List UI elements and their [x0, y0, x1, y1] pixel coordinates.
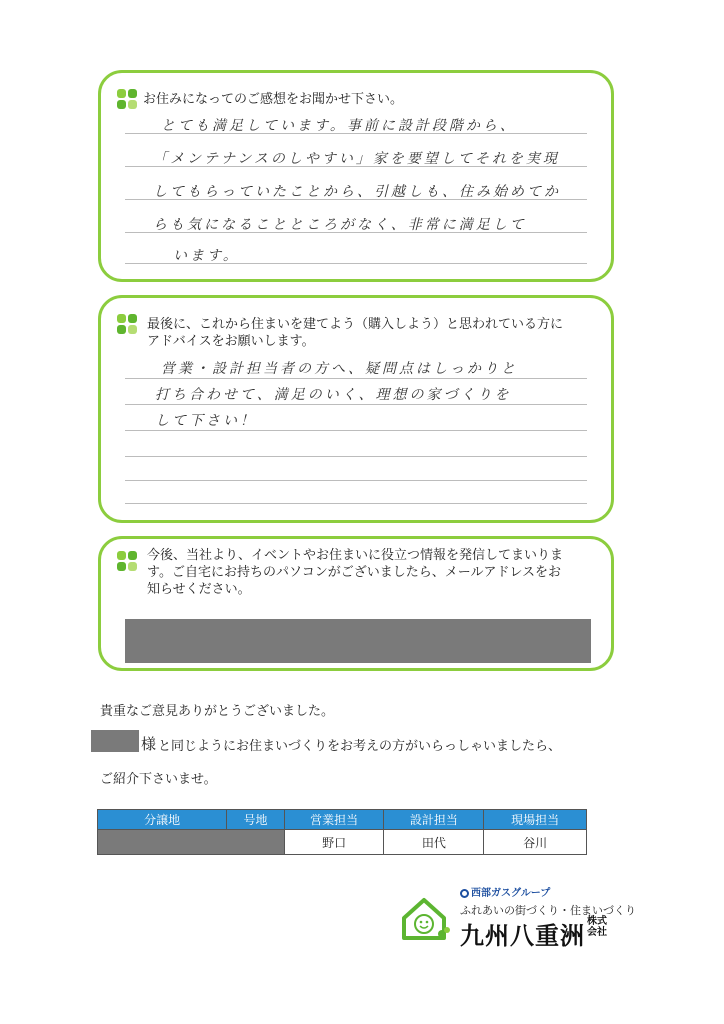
clover-icon — [117, 314, 137, 334]
table-cell: 谷川 — [484, 830, 587, 855]
group-name: 西部ガスグループ — [471, 888, 551, 899]
impression-box — [98, 70, 614, 282]
group-logo — [460, 884, 550, 899]
advice-question: 最後に、これから住まいを建てよう（購入しよう）と思われている方にアドバイスをお願いします。 — [147, 317, 564, 349]
company-suffix: 株式会社 — [587, 916, 607, 938]
company-name-text: 九州八重洲 — [460, 922, 585, 950]
group-mark-icon — [460, 889, 469, 898]
impression-answer-line: らも気になることところがなく、非常に満足して — [153, 217, 527, 233]
impression-answer-line: とても満足しています。事前に設計段階から、 — [161, 118, 517, 134]
clover-icon — [117, 89, 137, 109]
advice-answer-line: 営業・設計担当者の方へ、疑問点はしっかりと — [161, 361, 518, 377]
thanks-text: 貴重なご意見ありがとうございました。 — [100, 704, 335, 719]
redacted-email — [125, 619, 591, 663]
table-header: 営業担当 — [284, 810, 384, 830]
email-question: 今後、当社より、イベントやお住まいに役立つ情報を発信してまいります。ご自宅にお持ちのパソコンがございましたら、メールアドレスをお知らせください。 — [147, 548, 564, 597]
tagline: ふれあいの街づくり・住まいづくり — [460, 904, 636, 917]
table-cell: 野口 — [284, 830, 384, 855]
advice-answer-line: して下さい！ — [155, 413, 257, 429]
email-box — [98, 536, 614, 671]
referral-text-2: ご紹介下さいませ。 — [100, 772, 217, 787]
house-logo-icon — [400, 894, 450, 944]
table-header: 号地 — [227, 810, 284, 830]
table-header: 設計担当 — [384, 810, 484, 830]
company-logo — [400, 880, 636, 950]
clover-icon — [117, 551, 137, 571]
redacted-lot — [98, 830, 285, 855]
impression-answer-line: してもらっていたことから、引越しも、住み始めてか — [153, 184, 561, 200]
impression-answer-line: います。 — [173, 248, 240, 264]
table-header: 現場担当 — [484, 810, 587, 830]
staff-table — [97, 809, 587, 855]
company-name — [460, 916, 611, 951]
impression-question: お住みになってのご感想をお聞かせ下さい。 — [143, 92, 404, 107]
table-header: 分譲地 — [98, 810, 227, 830]
advice-box — [98, 295, 614, 523]
advice-answer-line: 打ち合わせて、満足のいく、理想の家づくりを — [155, 387, 512, 403]
referral-text: と同じようにお住まいづくりをお考えの方がいらっしゃいましたら、 — [158, 739, 562, 754]
table-cell: 田代 — [384, 830, 484, 855]
impression-answer-line: 「メンテナンスのしやすい」家を要望してそれを実現 — [153, 151, 560, 167]
referral-honorific: 様 — [141, 735, 157, 753]
redacted-name — [91, 730, 139, 752]
